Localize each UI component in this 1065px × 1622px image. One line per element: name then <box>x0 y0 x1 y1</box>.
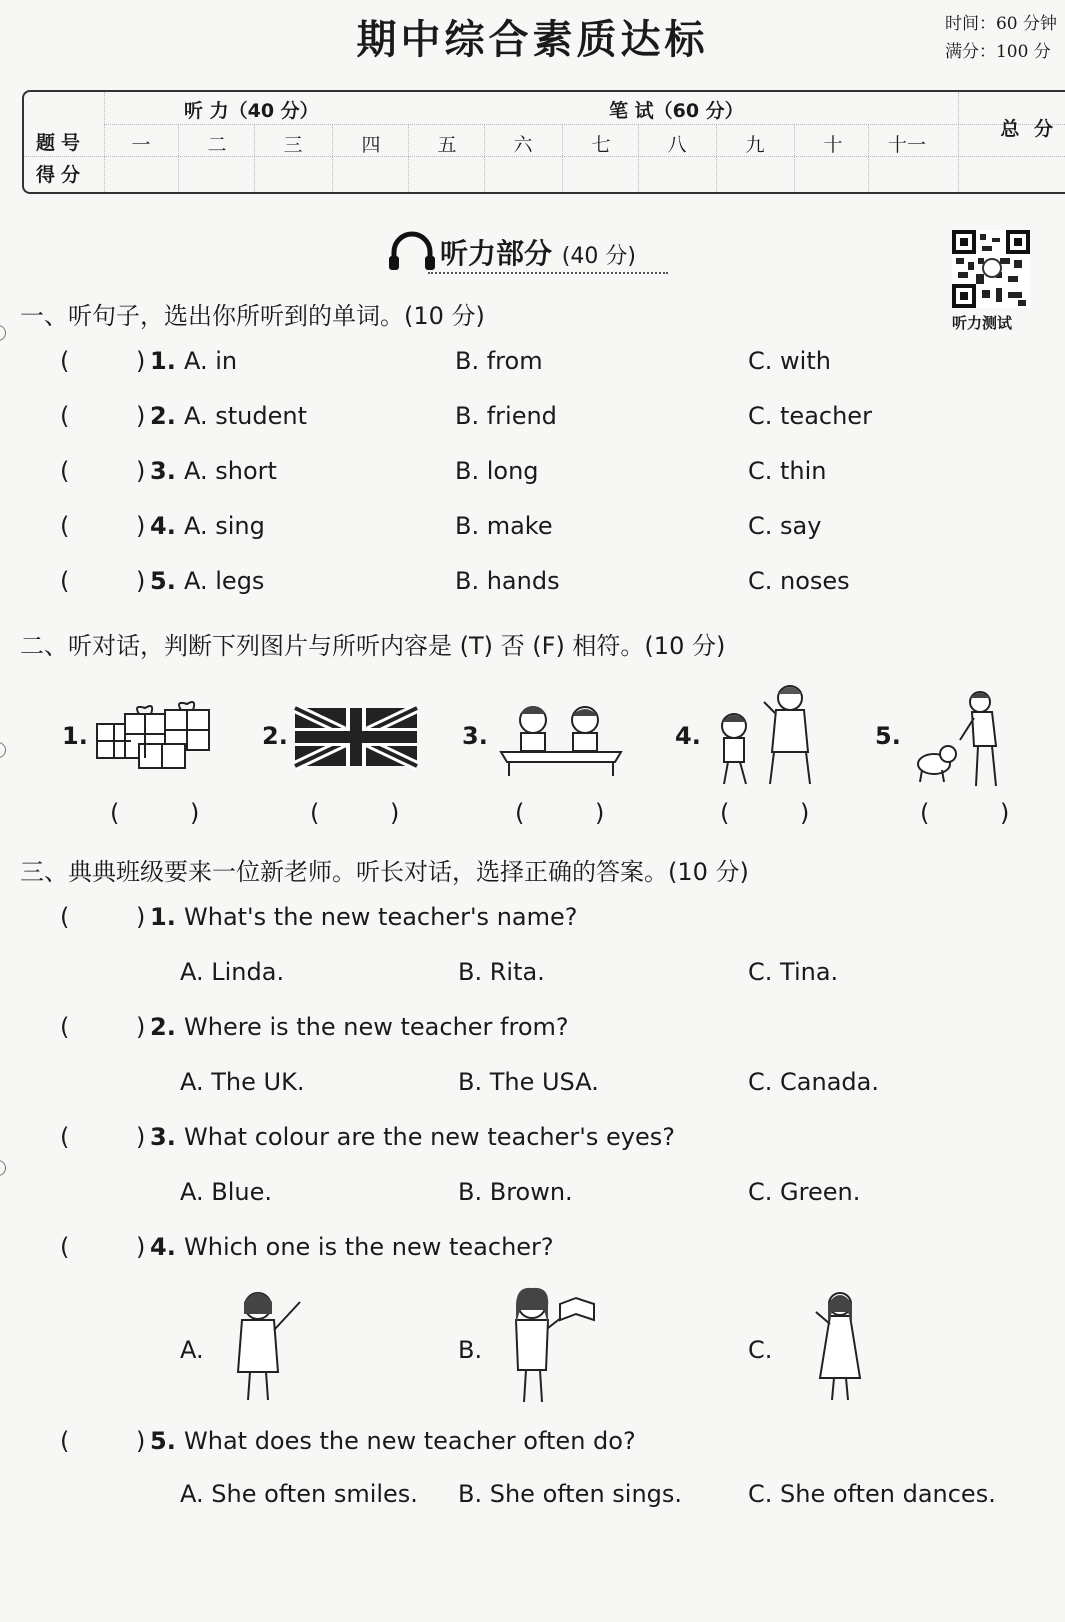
listening-title: 听力部分 (40 分) <box>440 237 636 270</box>
answer-blank[interactable] <box>74 457 136 485</box>
question-number: 2. <box>150 1013 176 1041</box>
question-number: 4. <box>150 1233 176 1261</box>
answer-blank[interactable] <box>74 512 136 540</box>
answer-paren-close: ) <box>136 347 146 375</box>
option-c[interactable]: C. She often dances. <box>748 1480 996 1508</box>
gift-boxes-icon <box>95 700 215 770</box>
uk-flag-icon <box>295 708 417 766</box>
option-c[interactable]: C. say <box>748 512 822 540</box>
answer-paren-close: ) <box>136 457 146 485</box>
option-a[interactable]: A. The UK. <box>180 1068 305 1096</box>
option-c[interactable]: C. Green. <box>748 1178 861 1206</box>
answer-paren-close: ) <box>136 512 146 540</box>
option-c[interactable]: C. teacher <box>748 402 872 430</box>
question-number: 1. <box>150 903 176 931</box>
answer-blank[interactable] <box>74 347 136 375</box>
answer-paren-open: ( <box>720 799 730 827</box>
answer-paren-open: ( <box>60 567 70 595</box>
question-number-cell: 一 <box>131 134 151 156</box>
option-a[interactable]: A. Blue. <box>180 1178 272 1206</box>
option-c[interactable]: C. noses <box>748 567 850 595</box>
answer-blank[interactable] <box>734 799 800 827</box>
answer-paren-close: ) <box>136 1013 146 1041</box>
answer-paren-close: ) <box>136 1233 146 1261</box>
answer-blank[interactable] <box>74 1013 136 1041</box>
question-number-cell: 四 <box>361 134 381 156</box>
answer-blank[interactable] <box>74 402 136 430</box>
answer-paren-close: ) <box>1000 799 1010 827</box>
option-b[interactable]: B. Brown. <box>458 1178 573 1206</box>
answer-paren-open: ( <box>60 347 70 375</box>
two-kids-at-desk-icon <box>495 700 627 778</box>
man-with-dog-icon <box>912 690 1022 790</box>
answer-paren-close: ) <box>136 1123 146 1151</box>
answer-paren-open: ( <box>60 1427 70 1455</box>
answer-paren-open: ( <box>920 799 930 827</box>
option-a[interactable]: A. sing <box>184 512 265 540</box>
answer-blank[interactable] <box>324 799 390 827</box>
option-c[interactable]: C. with <box>748 347 831 375</box>
answer-blank[interactable] <box>74 567 136 595</box>
question-number: 2. <box>150 402 176 430</box>
score-table <box>22 90 1065 194</box>
option-a[interactable]: A. in <box>184 347 238 375</box>
writing-score-header: 笔 试（60 分） <box>609 100 744 122</box>
option-a[interactable]: A. short <box>184 457 277 485</box>
option-b[interactable]: B. hands <box>455 567 560 595</box>
question-number-cell: 六 <box>513 134 533 156</box>
answer-paren-close: ) <box>595 799 605 827</box>
binding-hole <box>0 1160 6 1176</box>
option-b[interactable]: B. Rita. <box>458 958 545 986</box>
time-limit: 时间：60 分钟 <box>944 14 1057 34</box>
option-b[interactable]: B. long <box>455 457 539 485</box>
option-c[interactable]: C. <box>748 1336 773 1364</box>
binding-hole <box>0 742 6 758</box>
answer-paren-open: ( <box>60 903 70 931</box>
option-a[interactable]: A. student <box>184 402 307 430</box>
question-text: What colour are the new teacher's eyes? <box>184 1123 675 1151</box>
answer-paren-close: ) <box>136 567 146 595</box>
answer-paren-close: ) <box>800 799 810 827</box>
question-number-cell: 十一 <box>887 134 926 156</box>
answer-paren-open: ( <box>310 799 320 827</box>
picture-number: 4. <box>675 722 701 750</box>
question-number-cell: 二 <box>207 134 227 156</box>
answer-paren-open: ( <box>60 512 70 540</box>
section-3-heading: 三、典典班级要来一位新老师。听长对话，选择正确的答案。(10 分) <box>20 858 749 886</box>
answer-paren-close: ) <box>136 402 146 430</box>
question-number: 5. <box>150 1427 176 1455</box>
option-a[interactable]: A. She often smiles. <box>180 1480 418 1508</box>
answer-paren-open: ( <box>60 1013 70 1041</box>
headphones-icon <box>388 232 436 272</box>
answer-paren-close: ) <box>190 799 200 827</box>
page-title: 期中综合素质达标 <box>356 16 709 63</box>
answer-paren-open: ( <box>60 1123 70 1151</box>
teacher-with-pointer-icon <box>228 1288 308 1408</box>
question-number: 4. <box>150 512 176 540</box>
question-number: 1. <box>150 347 176 375</box>
option-a[interactable]: A. Linda. <box>180 958 285 986</box>
question-number: 5. <box>150 567 176 595</box>
question-text: Where is the new teacher from? <box>184 1013 569 1041</box>
answer-blank[interactable] <box>74 1233 136 1261</box>
total-score-label: 总 分 <box>1000 118 1057 140</box>
option-a[interactable]: A. <box>180 1336 204 1364</box>
binding-hole <box>0 325 6 341</box>
listening-score-header: 听 力（40 分） <box>184 100 319 122</box>
question-text: What's the new teacher's name? <box>184 903 578 931</box>
option-b[interactable]: B. The USA. <box>458 1068 599 1096</box>
answer-paren-close: ) <box>390 799 400 827</box>
picture-number: 1. <box>62 722 88 750</box>
score-row-label: 得分 <box>36 164 87 186</box>
question-number-cell: 五 <box>437 134 457 156</box>
answer-paren-close: ) <box>136 903 146 931</box>
full-score: 满分：100 分 <box>944 42 1051 62</box>
option-b[interactable]: B. friend <box>455 402 557 430</box>
question-number-cell: 三 <box>283 134 303 156</box>
qr-caption: 听力测试 <box>952 314 1013 332</box>
question-number-cell: 十 <box>823 134 843 156</box>
question-number-cell: 八 <box>667 134 687 156</box>
answer-paren-open: ( <box>60 1233 70 1261</box>
option-b[interactable]: B. She often sings. <box>458 1480 683 1508</box>
boy-and-woman-icon <box>710 682 820 792</box>
question-number-cell: 七 <box>591 134 611 156</box>
picture-number: 5. <box>875 722 901 750</box>
teacher-with-book-icon <box>500 1284 600 1410</box>
option-c[interactable]: C. thin <box>748 457 827 485</box>
question-number-cell: 九 <box>745 134 765 156</box>
section-1-heading: 一、听句子，选出你所听到的单词。(10 分) <box>20 302 485 330</box>
picture-number: 3. <box>462 722 488 750</box>
option-c[interactable]: C. Canada. <box>748 1068 879 1096</box>
picture-number: 2. <box>262 722 288 750</box>
answer-paren-open: ( <box>60 402 70 430</box>
answer-blank[interactable] <box>74 903 136 931</box>
answer-blank[interactable] <box>124 799 190 827</box>
answer-paren-open: ( <box>60 457 70 485</box>
option-c[interactable]: C. Tina. <box>748 958 839 986</box>
exam-meta <box>945 10 1057 66</box>
question-number-label: 题号 <box>36 132 87 154</box>
question-text: Which one is the new teacher? <box>184 1233 554 1261</box>
answer-paren-close: ) <box>136 1427 146 1455</box>
option-a[interactable]: A. legs <box>184 567 265 595</box>
answer-blank[interactable] <box>74 1427 136 1455</box>
answer-paren-open: ( <box>110 799 120 827</box>
answer-paren-open: ( <box>515 799 525 827</box>
section-2-heading: 二、听对话，判断下列图片与所听内容是 (T) 否 (F) 相符。(10 分) <box>20 632 726 660</box>
option-b[interactable]: B. <box>458 1336 483 1364</box>
question-text: What does the new teacher often do? <box>184 1427 636 1455</box>
option-b[interactable]: B. make <box>455 512 553 540</box>
teacher-in-dress-icon <box>808 1290 868 1406</box>
answer-blank[interactable] <box>529 799 595 827</box>
question-number: 3. <box>150 457 176 485</box>
answer-blank[interactable] <box>74 1123 136 1151</box>
answer-blank[interactable] <box>934 799 1000 827</box>
option-b[interactable]: B. from <box>455 347 543 375</box>
qr-code-icon[interactable] <box>952 230 1030 308</box>
question-number: 3. <box>150 1123 176 1151</box>
